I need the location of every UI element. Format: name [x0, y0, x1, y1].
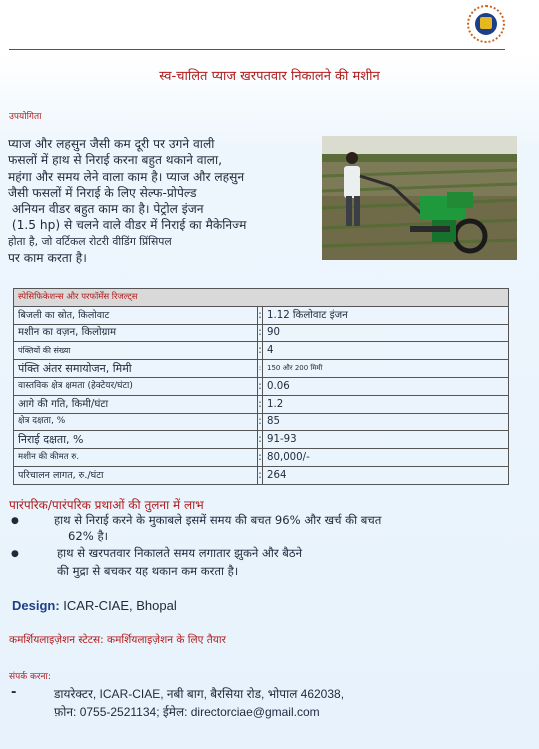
spec-label: वास्तविक क्षेत्र क्षमता (हेक्टेयर/घंटा): [14, 377, 258, 395]
utility-line: जैसी फसलों में निराई के लिए सेल्फ-प्रोपेल्ड: [8, 185, 197, 200]
benefit-line: हाथ से निराई करने के मुकाबले इसमें समय की बचत 96% और खर्च की बचत: [54, 513, 382, 527]
contact-address: डायरेक्टर, ICAR-CIAE, नबी बाग, बैरसिया रोड, भोपाल 462038,: [54, 687, 345, 701]
spec-separator: :: [258, 395, 263, 413]
design-label: Design:: [12, 598, 60, 613]
spec-label: मशीन की कीमत रु.: [14, 449, 258, 467]
spec-label: क्षेत्र दक्षता, %: [14, 413, 258, 431]
contact-dash: -: [11, 685, 17, 700]
contact-label: संपर्क करना:: [9, 672, 51, 682]
spec-label: परिचालन लागत, रु./घंटा: [14, 466, 258, 484]
table-row: [14, 449, 509, 467]
utility-line: (1.5 hp) से चलने वाले वीडर में निराई का मैकेनिज्म: [8, 218, 247, 233]
page-title: स्व-चालित प्याज खरपतवार निकालने की मशीन: [159, 69, 380, 84]
table-row: [14, 395, 509, 413]
benefit-line: की मुद्रा से बचकर यह थकान कम करता है।: [57, 564, 239, 578]
spec-separator: :: [258, 431, 263, 449]
spec-value: 4: [263, 342, 509, 360]
benefits-heading: पारंपरिक/पारंपरिक प्रथाओं की तुलना में लाभ: [9, 498, 204, 512]
utility-line: प्याज और लहसुन जैसी कम दूरी पर उगने वाली: [8, 137, 215, 151]
utility-line: महंगा और समय लेने वाला काम है। प्याज और लहसुन: [8, 169, 245, 184]
utility-line: होता है, जो वर्टिकल रोटरी वीडिंग प्रिंसिपल: [8, 234, 172, 248]
spec-separator: :: [258, 466, 263, 484]
benefit-line: हाथ से खरपतवार निकालते समय लगातार झुकने और बैठने: [57, 546, 303, 560]
spec-value: 264: [263, 466, 509, 484]
spec-label: पंक्तियों की संख्या: [14, 342, 258, 360]
utility-line: फसलों में हाथ से निराई करना बहुत थकाने वाला,: [8, 153, 222, 168]
design-value: ICAR-CIAE, Bhopal: [63, 598, 177, 613]
contact-phone-email: फ़ोन: 0755-2521134; ईमेल: directorciae@gmail.com: [54, 705, 320, 719]
table-row: [14, 431, 509, 449]
spec-separator: :: [258, 413, 263, 431]
table-row: [14, 324, 509, 342]
machine-photo: [322, 136, 517, 260]
spec-separator: :: [258, 377, 263, 395]
table-row: [14, 377, 509, 395]
spec-separator: :: [258, 360, 263, 378]
benefit-line: 62% है।: [68, 529, 109, 543]
institute-logo: [467, 5, 505, 43]
spec-label: आगे की गति, किमी/घंटा: [14, 395, 258, 413]
spec-value: 1.12 किलोवाट इंजन: [263, 306, 509, 324]
table-row: [14, 306, 509, 324]
commercialization-status: कमर्शियलाइज़ेशन स्टेटस: कमर्शियलाइज़ेशन के लिए तैयार: [9, 634, 226, 646]
table-row: [14, 342, 509, 360]
specs-table: [13, 288, 509, 485]
spec-value: 150 और 200 मिमी: [263, 360, 509, 378]
spec-separator: :: [258, 342, 263, 360]
table-row: [14, 466, 509, 484]
spec-label: पंक्ति अंतर समायोजन, मिमी: [14, 360, 258, 378]
bullet-icon: ●: [11, 549, 19, 559]
spec-separator: :: [258, 449, 263, 467]
specs-header-row: [14, 289, 509, 307]
spec-value: 85: [263, 413, 509, 431]
spec-value: 90: [263, 324, 509, 342]
utility-label: उपयोगिता: [9, 112, 42, 122]
spec-label: बिजली का स्रोत, किलोवाट: [14, 306, 258, 324]
spec-label: निराई दक्षता, %: [14, 431, 258, 449]
logo-core: [480, 17, 492, 29]
specs-header: स्पेसिफिकेशन्स और परफॉर्मेंस रिजल्ट्स: [14, 289, 509, 307]
spec-separator: :: [258, 324, 263, 342]
spec-value: 0.06: [263, 377, 509, 395]
utility-line: पर काम करता है।: [8, 251, 87, 266]
utility-line: अनियन वीडर बहुत काम का है। पेट्रोल इंजन: [8, 202, 204, 217]
spec-value: 80,000/-: [263, 449, 509, 467]
spec-label: मशीन का वज़न, किलोग्राम: [14, 324, 258, 342]
spec-separator: :: [258, 306, 263, 324]
spec-value: 1.2: [263, 395, 509, 413]
header-divider: [9, 49, 505, 50]
table-row: [14, 360, 509, 378]
spec-value: 91-93: [263, 431, 509, 449]
design-credit: [12, 598, 177, 613]
utility-paragraph: [8, 136, 326, 266]
bullet-icon: ●: [11, 516, 19, 526]
table-row: [14, 413, 509, 431]
